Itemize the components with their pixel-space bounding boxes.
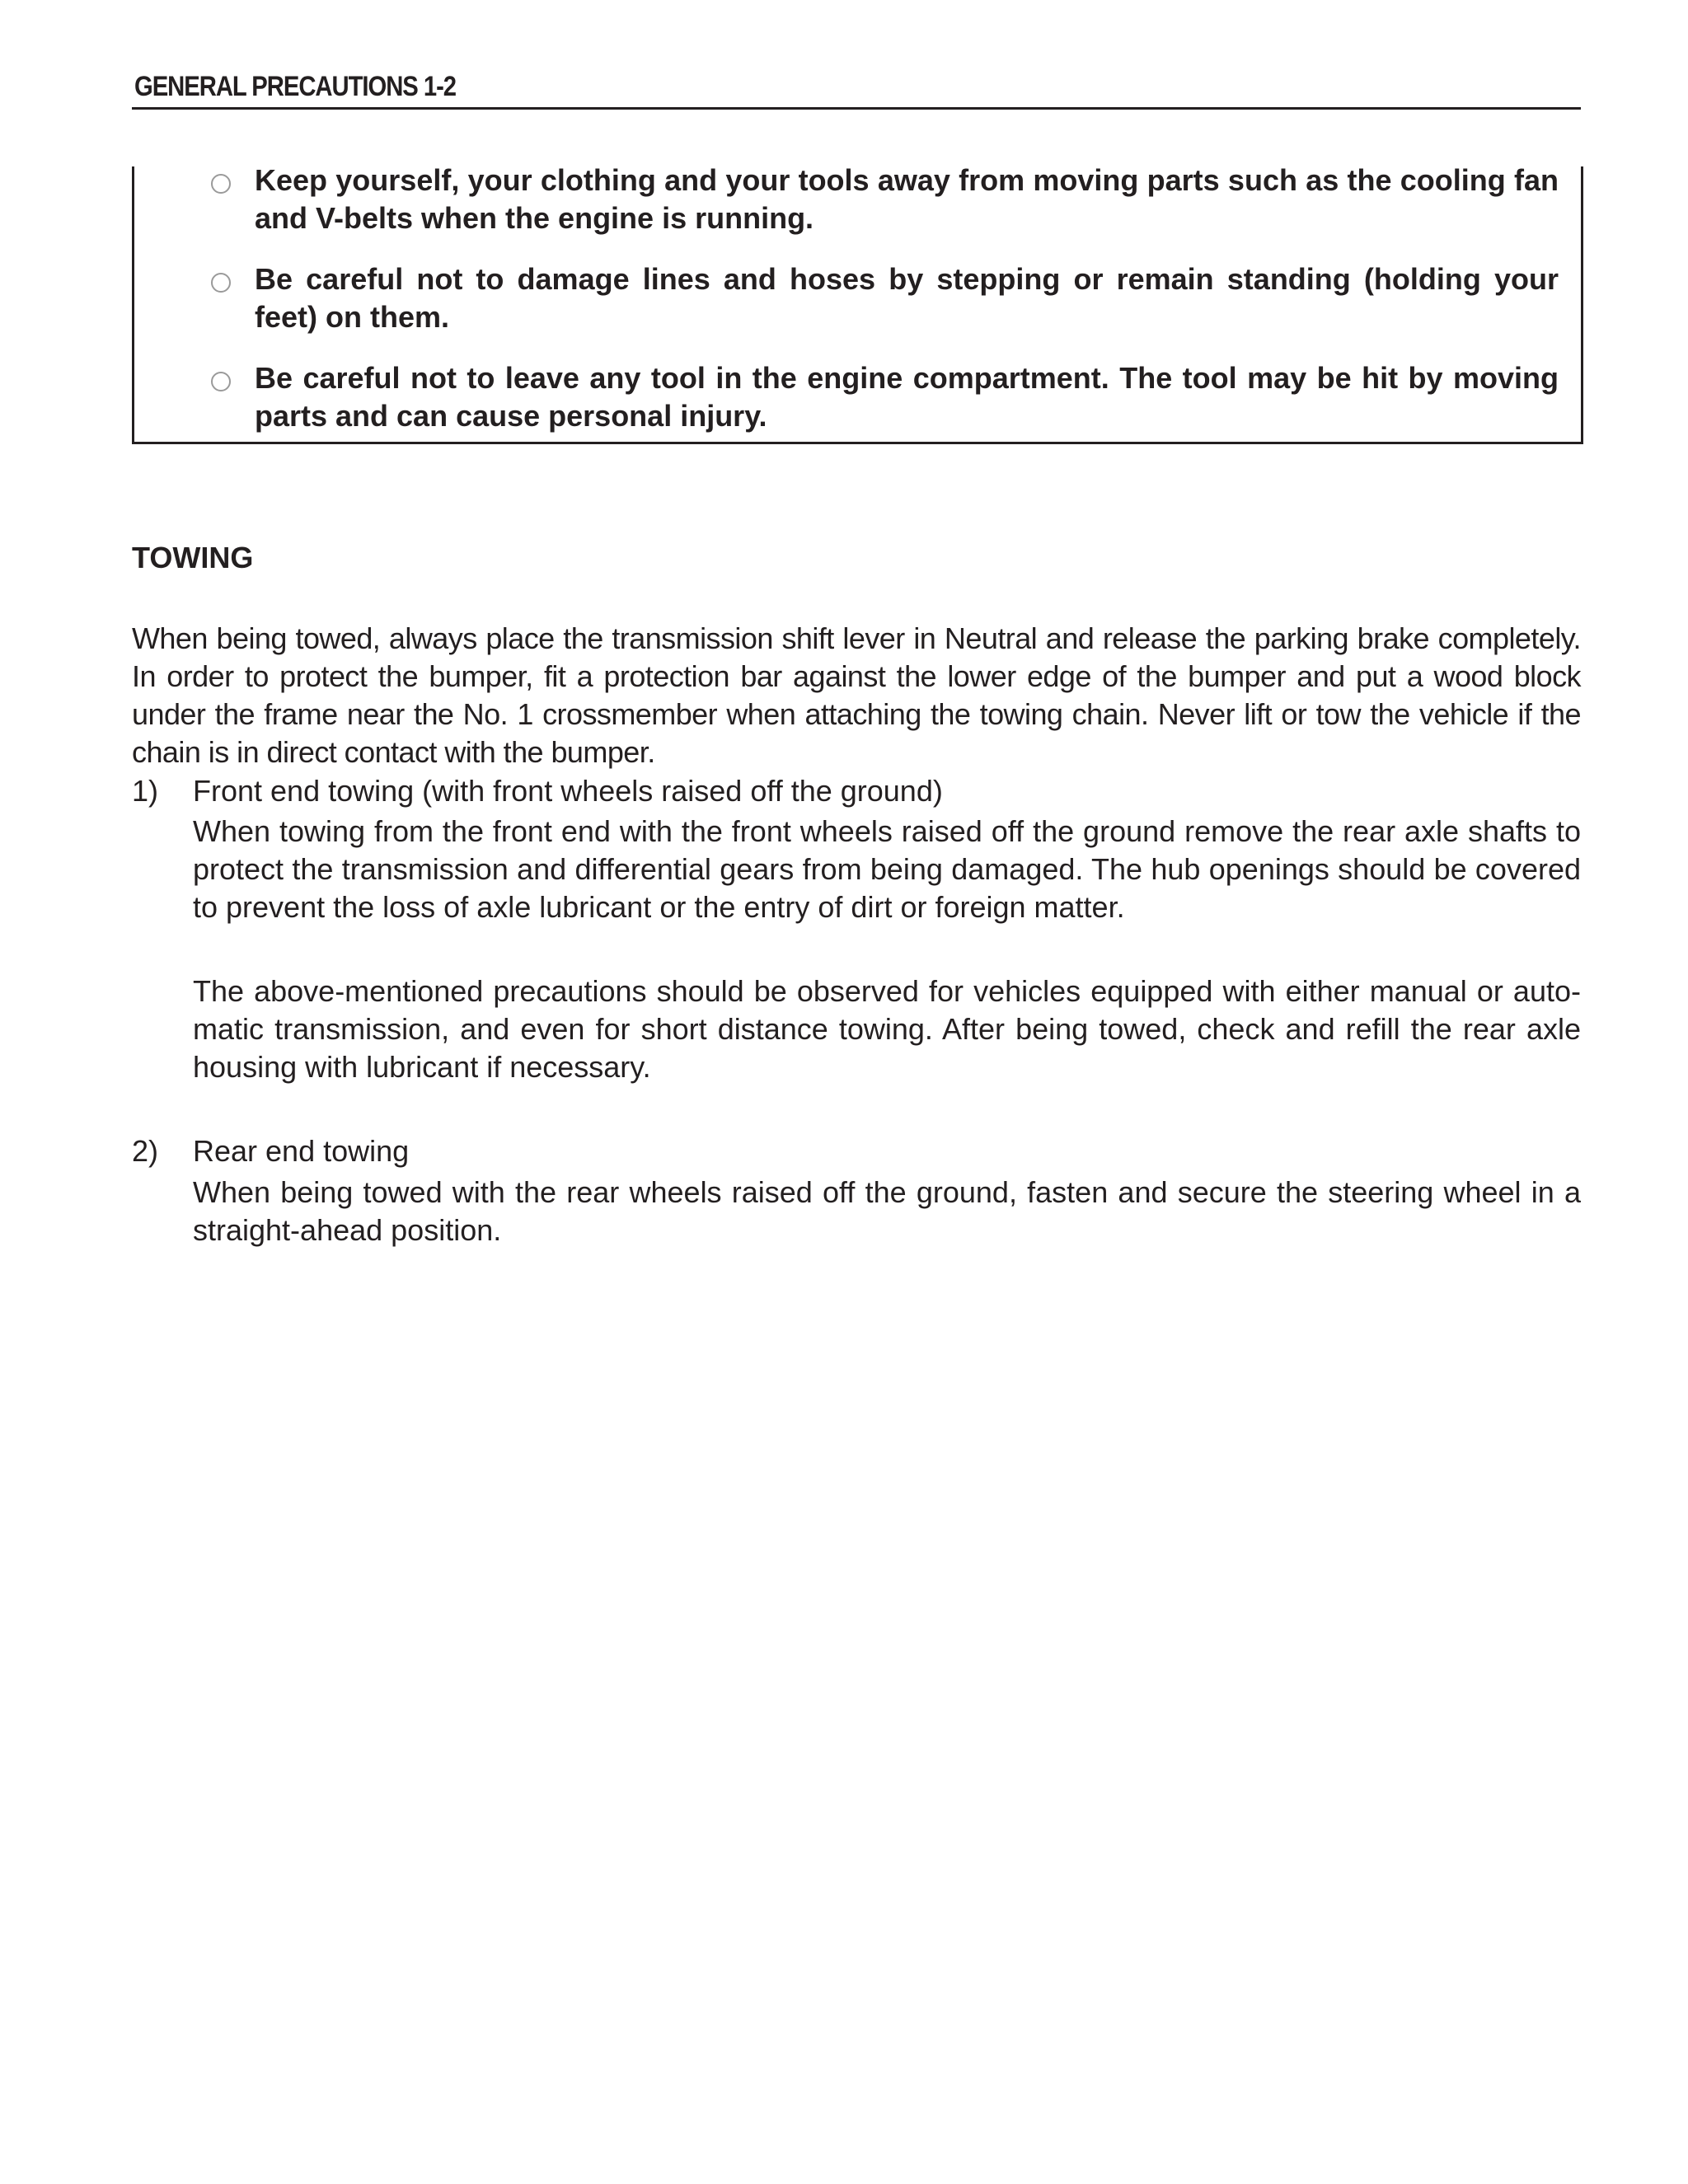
list-item-title: Front end towing (with front wheels raised off the ground) — [193, 774, 943, 808]
list-item-paragraph: When being towed with the rear wheels raised off the ground, fasten and secure the steering wheel in a straight-ahead position. — [193, 1175, 1581, 1247]
list-item-title: Rear end towing — [193, 1134, 410, 1168]
list-item-paragraph: The above-mentioned precautions should be observed for vehicles equipped with either manual or auto-matic transmission, and even for short distance towing. After being towed, check and refill the rear axle housing with lubricant if necessary. — [193, 974, 1581, 1084]
caution-text: Be careful not to leave any tool in the engine compartment. The tool may be hit by moving parts and can cause personal injury. — [255, 361, 1559, 433]
section-title-towing: TOWING — [132, 541, 254, 574]
caution-text: Keep yourself, your clothing and your tools away from moving parts such as the cooling fan and V-belts when the engine is running. — [255, 163, 1559, 235]
page-header-title: GENERAL PRECAUTIONS 1-2 — [134, 71, 457, 102]
list-item-paragraph: When towing from the front end with the front wheels raised off the ground remove the rear axle shafts to protect the transmission and differential gears from being damaged. The hub openings should be covered to prevent the loss of axle lubricant or the entry of dirt or foreign matter. — [193, 814, 1581, 924]
caution-text: Be careful not to damage lines and hoses by stepping or remain standing (holding your feet) on them. — [255, 262, 1559, 334]
circle-bullet-icon — [211, 273, 231, 293]
towing-intro-paragraph: When being towed, always place the transmission shift lever in Neutral and release the parking brake completely. In order to protect the bumper, fit a protection bar against the lower edge of the bumper and put a wood block under the frame near the No. 1 crossmember when attaching the towing chain. Never lift or tow the vehicle if the chain is in direct contact with the bumper. — [132, 621, 1581, 769]
list-item-number: 2) — [132, 1134, 159, 1168]
page-header — [132, 69, 1581, 110]
list-item-number: 1) — [132, 774, 159, 808]
circle-bullet-icon — [211, 174, 231, 194]
caution-box — [132, 163, 1583, 444]
circle-bullet-icon — [211, 372, 231, 391]
